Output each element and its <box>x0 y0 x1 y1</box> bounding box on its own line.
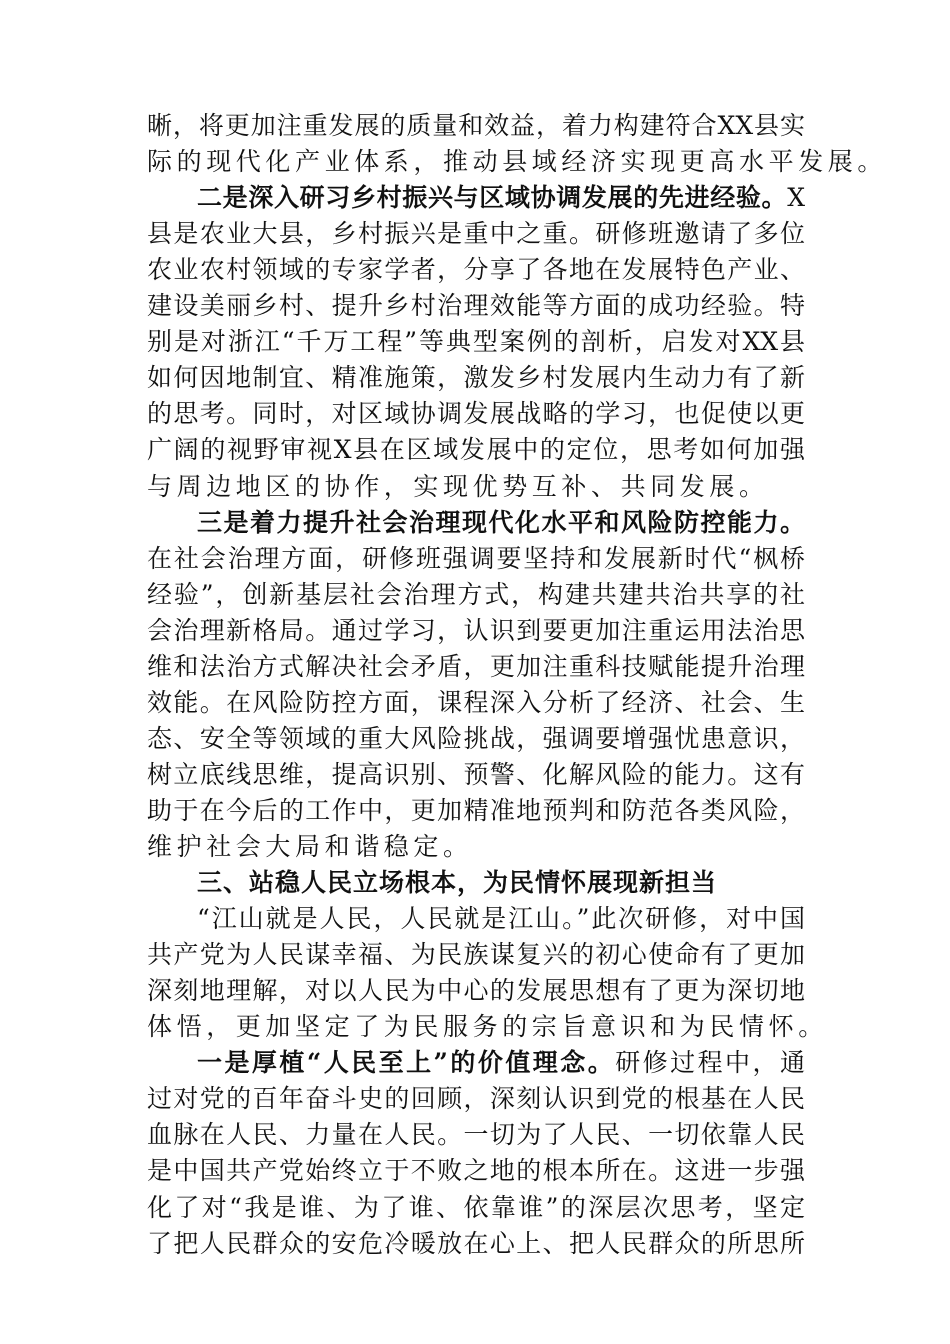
text-line <box>147 288 805 324</box>
body-text: 了把人民群众的安危冷暖放在心上、把人民群众的所思所 <box>147 1228 805 1258</box>
body-text: 建设美丽乡村、提升乡村治理效能等方面的成功经验。特 <box>147 291 805 321</box>
text-line <box>147 216 805 252</box>
text-line <box>147 937 805 973</box>
body-text: 际的现代化产业体系，推动县域经济实现更高水平发展。 <box>147 147 888 177</box>
body-text: 效能。在风险防控方面，课程深入分析了经济、社会、生 <box>147 687 805 717</box>
text-line <box>147 108 805 144</box>
bold-lead-text: 二是深入研习乡村振兴与区域协调发展的先进经验。 <box>197 183 788 213</box>
text-line <box>147 793 805 829</box>
text-line <box>147 829 805 865</box>
text-line <box>197 1045 805 1081</box>
body-text: 研修过程中，通 <box>615 1048 805 1078</box>
text-line <box>147 649 805 685</box>
text-line <box>147 1153 805 1189</box>
body-text: 广阔的视野审视X县在区域发展中的定位，思考如何加强 <box>147 435 805 465</box>
body-text: 会治理新格局。通过学习，认识到要更加注重运用法治思 <box>147 615 805 645</box>
body-text: 血脉在人民、力量在人民。一切为了人民、一切依靠人民 <box>147 1120 805 1150</box>
text-line <box>147 541 805 577</box>
body-text: 助于在今后的工作中，更加精准地预判和防范各类风险， <box>147 795 805 825</box>
text-line <box>147 757 805 793</box>
text-line <box>147 1081 805 1117</box>
text-line <box>147 469 805 505</box>
text-line <box>147 1117 805 1153</box>
body-text: 的思考。同时，对区域协调发展战略的学习，也促使以更 <box>147 399 805 429</box>
section-heading <box>197 865 805 901</box>
body-text: 共产党为人民谋幸福、为民族谋复兴的初心使命有了更加 <box>147 940 805 970</box>
text-line <box>197 901 805 937</box>
body-text: 化了对“我是谁、为了谁、依靠谁”的深层次思考，坚定 <box>147 1192 805 1222</box>
text-line <box>147 252 805 288</box>
text-line <box>147 1190 805 1226</box>
bold-lead-text: 三是着力提升社会治理现代化水平和风险防控能力。 <box>197 507 805 537</box>
body-text: 态、安全等领域的重大风险挑战，强调要增强忧患意识， <box>147 723 805 753</box>
text-line <box>197 505 805 541</box>
text-line <box>147 685 805 721</box>
text-line <box>147 577 805 613</box>
body-text: 如何因地制宜、精准施策，激发乡村发展内生动力有了新 <box>147 363 805 393</box>
text-line <box>147 613 805 649</box>
text-line <box>147 721 805 757</box>
body-text: 别是对浙江“千万工程”等典型案例的剖析，启发对XX县 <box>147 327 805 357</box>
body-text: 与周边地区的协作，实现优势互补、共同发展。 <box>147 471 769 501</box>
body-text: X <box>787 183 805 213</box>
body-text: 维和法治方式解决社会矛盾，更加注重科技赋能提升治理 <box>147 651 805 681</box>
text-line <box>147 360 805 396</box>
body-text: 农业农村领域的专家学者，分享了各地在发展特色产业、 <box>147 255 805 285</box>
body-text: 深刻地理解，对以人民为中心的发展思想有了更为深切地 <box>147 976 805 1006</box>
body-text: 维护社会大局和谐稳定。 <box>147 832 473 861</box>
body-text: 在社会治理方面，研修班强调要坚持和发展新时代“枫桥 <box>147 543 805 573</box>
body-text: 经验”，创新基层社会治理方式，构建共建共治共享的社 <box>147 579 805 609</box>
body-text: 县是农业大县，乡村振兴是重中之重。研修班邀请了多位 <box>147 219 805 249</box>
text-line <box>147 324 805 360</box>
body-text: “江山就是人民，人民就是江山。”此次研修，对中国 <box>197 904 805 934</box>
text-line <box>147 1226 805 1262</box>
body-text: 是中国共产党始终立于不败之地的根本所在。这进一步强 <box>147 1156 805 1186</box>
text-line <box>147 432 805 468</box>
body-text: 体悟，更加坚定了为民服务的宗旨意识和为民情怀。 <box>147 1012 828 1042</box>
bold-lead-text: 一是厚植“人民至上”的价值理念。 <box>197 1048 616 1078</box>
body-text: 晰，将更加注重发展的质量和效益，着力构建符合XX县实 <box>147 111 805 140</box>
text-line <box>147 973 805 1009</box>
body-text: 树立底线思维，提高识别、预警、化解风险的能力。这有 <box>147 759 805 789</box>
text-line <box>147 1009 828 1045</box>
body-text: 三、站稳人民立场根本，为民情怀展现新担当 <box>197 868 718 898</box>
text-line <box>147 144 888 180</box>
text-line <box>147 396 805 432</box>
text-line <box>197 180 805 216</box>
body-text: 过对党的百年奋斗史的回顾，深刻认识到党的根基在人民 <box>147 1084 805 1114</box>
